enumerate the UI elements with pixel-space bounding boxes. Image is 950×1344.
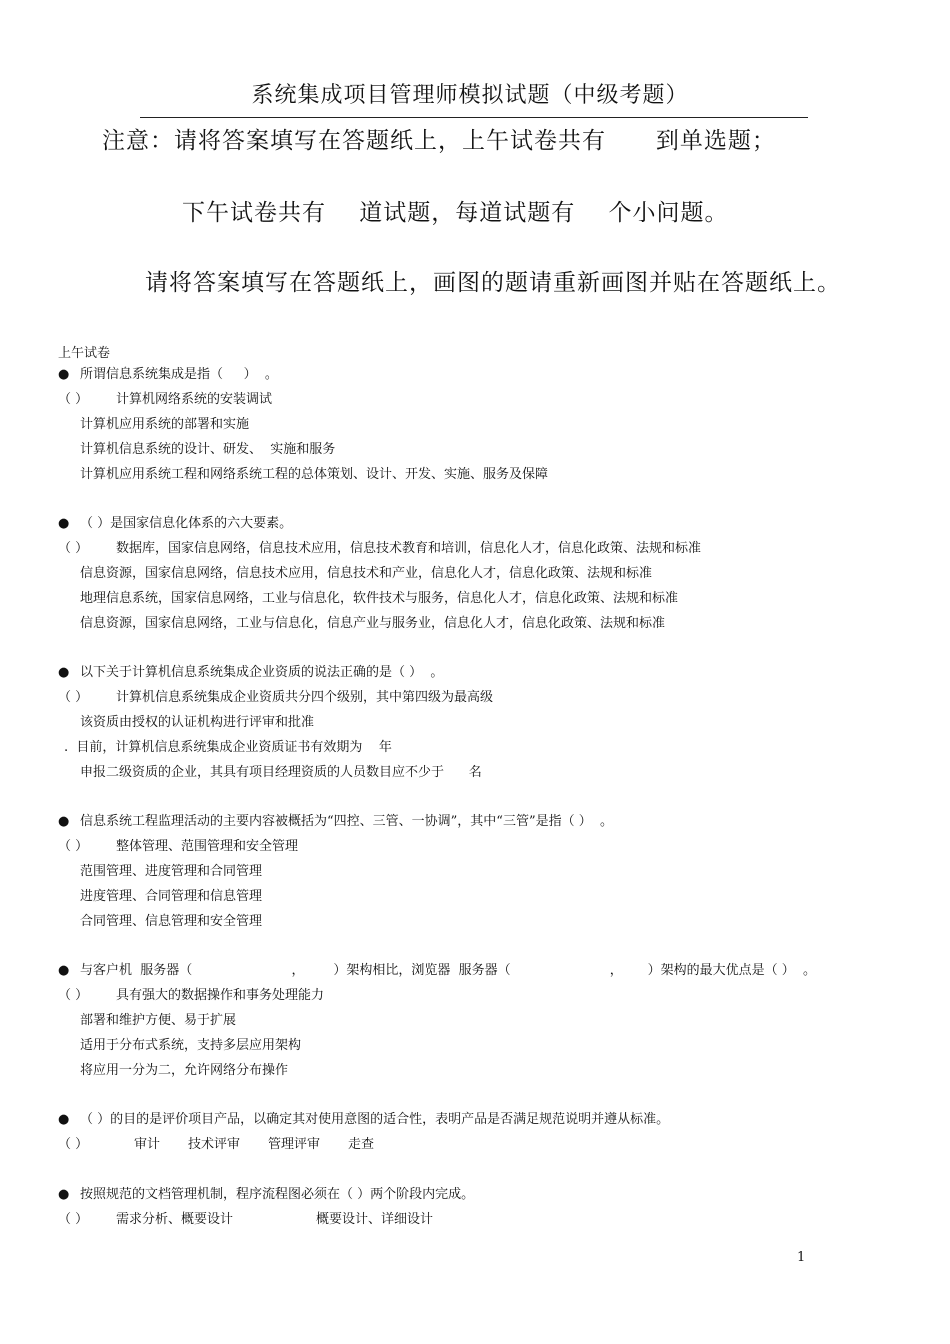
answer-paren: （ ）	[58, 1137, 89, 1152]
question-7	[58, 1182, 918, 1232]
question-4	[58, 809, 918, 934]
option: 技术评审	[188, 1137, 241, 1152]
question-stem: 所谓信息系统集成是指（ ） 。	[80, 367, 278, 382]
option: 需求分析、概要设计	[116, 1212, 234, 1227]
option: 数据库，国家信息网络，信息技术应用，信息技术教育和培训，信息化人才，信息化政策、法规和标准	[116, 541, 702, 556]
answer-paren: （ ）	[58, 541, 89, 556]
answer-paren: （ ）	[58, 988, 89, 1003]
option: 审计	[134, 1137, 161, 1152]
option: 范围管理、进度管理和合同管理	[80, 864, 263, 879]
option: 计算机网络系统的安装调试	[116, 392, 273, 407]
option: 计算机应用系统工程和网络系统工程的总体策划、设计、开发、实施、服务及保障	[80, 467, 549, 482]
bullet-icon: ●	[58, 1187, 70, 1202]
option: 整体管理、范围管理和安全管理	[116, 839, 299, 854]
option: 该资质由授权的认证机构进行评审和批准	[80, 715, 315, 730]
question-stem: 与客户机 服务器（ ， ）架构相比，浏览器 服务器（ ， ）架构的最大优点是（ ） 。	[80, 963, 816, 978]
answer-paren: （ ）	[58, 690, 89, 705]
question-2	[58, 511, 918, 636]
answer-paren: （ ）	[58, 839, 89, 854]
option: 信息资源，国家信息网络，信息技术应用，信息技术和产业，信息化人才，信息化政策、法规和标准	[80, 566, 653, 581]
option: 适用于分布式系统，支持多层应用架构	[80, 1038, 302, 1053]
option: 计算机信息系统集成企业资质共分四个级别，其中第四级为最高级	[116, 690, 494, 705]
bullet-icon: ●	[58, 665, 70, 680]
option: 申报二级资质的企业，其具有项目经理资质的人员数目应不少于 名	[80, 765, 482, 780]
answer-paren: （ ）	[58, 392, 89, 407]
page-number: 1	[797, 1250, 806, 1265]
bullet-icon: ●	[58, 963, 70, 978]
question-1	[58, 362, 918, 487]
question-3	[58, 660, 918, 785]
question-stem: 信息系统工程监理活动的主要内容被概括为“四控、三管、一协调”，其中“三管”是指（ ） 。	[80, 814, 613, 829]
question-stem: （ ）的目的是评价项目产品，以确定其对使用意图的适合性，表明产品是否满足规范说明并遵从标准。	[80, 1112, 670, 1127]
question-stem: 以下关于计算机信息系统集成企业资质的说法正确的是（ ） 。	[80, 665, 444, 680]
bullet-icon: ●	[58, 516, 70, 531]
option: . 目前，计算机信息系统集成企业资质证书有效期为 年	[64, 740, 392, 755]
notice-line-2: 下午试卷共有 道试题，每道试题有 个小问题。	[182, 200, 729, 226]
question-stem: 按照规范的文档管理机制，程序流程图必须在（ ）两个阶段内完成。	[80, 1187, 475, 1202]
option: 进度管理、合同管理和信息管理	[80, 889, 263, 904]
option: 将应用一分为二，允许网络分布操作	[80, 1063, 289, 1078]
option: 计算机信息系统的设计、研发、 实施和服务	[80, 442, 336, 457]
notice-line-3: 请将答案填写在答题纸上，画图的题请重新画图并贴在答题纸上。	[145, 270, 841, 296]
bullet-icon: ●	[58, 367, 70, 382]
option: 走查	[348, 1137, 375, 1152]
option: 地理信息系统，国家信息网络，工业与信息化，软件技术与服务，信息化人才，信息化政策、法规和标准	[80, 591, 679, 606]
answer-paren: （ ）	[58, 1212, 89, 1227]
question-5	[58, 958, 918, 1083]
option: 信息资源，国家信息网络，工业与信息化，信息产业与服务业，信息化人才，信息化政策、法规和标准	[80, 616, 666, 631]
option: 计算机应用系统的部署和实施	[80, 417, 250, 432]
bullet-icon: ●	[58, 1112, 70, 1127]
document-title: 系统集成项目管理师模拟试题（中级考题）	[251, 83, 689, 108]
question-stem: （ ）是国家信息化体系的六大要素。	[80, 516, 293, 531]
option: 具有强大的数据操作和事务处理能力	[116, 988, 325, 1003]
option: 部署和维护方便、易于扩展	[80, 1013, 237, 1028]
option: 合同管理、信息管理和安全管理	[80, 914, 263, 929]
section-label: 上午试卷	[58, 346, 111, 361]
question-6	[58, 1107, 918, 1157]
option: 概要设计、详细设计	[316, 1212, 434, 1227]
option: 管理评审	[268, 1137, 321, 1152]
notice-line-1: 注意：请将答案填写在答题纸上，上午试卷共有 到单选题；	[102, 128, 776, 154]
title-underline	[140, 117, 808, 118]
bullet-icon: ●	[58, 814, 70, 829]
